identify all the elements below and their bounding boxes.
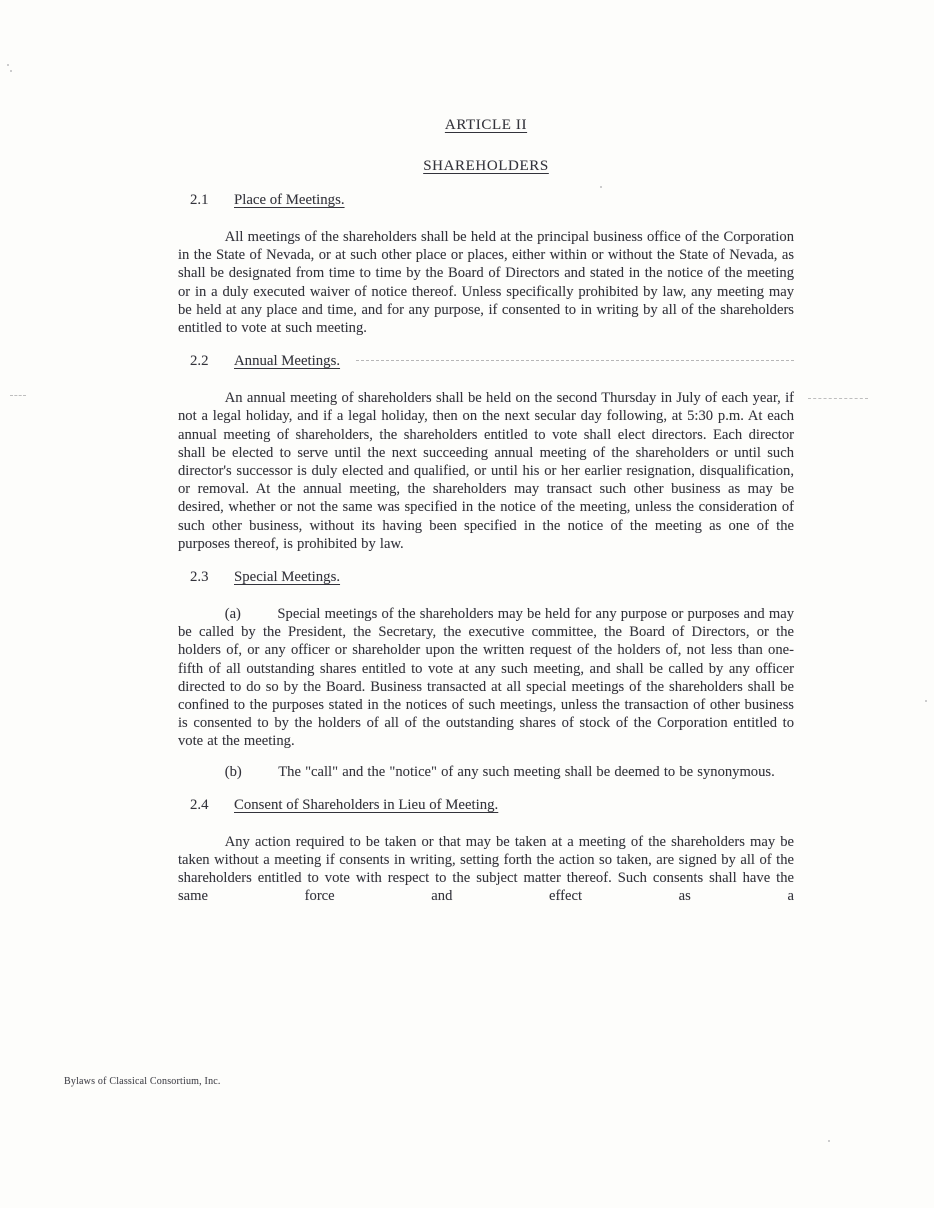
section-special-meetings (178, 568, 794, 781)
paragraph (178, 228, 794, 337)
footer-note: Bylaws of Classical Consortium, Inc. (64, 1076, 221, 1087)
scan-speck (10, 70, 12, 72)
scan-speck-dash (808, 398, 868, 399)
section-heading: Annual Meetings. (234, 353, 341, 370)
document-content (178, 116, 794, 918)
paragraph-label: (b) (224, 763, 242, 780)
section-heading-row (190, 568, 794, 587)
scan-speck-dash (10, 395, 26, 396)
paragraph-b (178, 763, 794, 781)
paragraph-text: All meetings of the shareholders shall be held at the principal business office of the Corporation in the State of Nevada, or at such other place or places, either within or without the State of Nevada, as shall be designated from time to time by the Board of Directors and stated in the notice of the meeting or in a duly executed waiver of notice thereof. Unless specifically prohibited by law, any meeting may be held at any place and time, and for any purpose, if consented to in writing by all of the shareholders entitled to vote at such meeting. (178, 229, 794, 337)
section-number: 2.1 (190, 192, 209, 208)
section-annual-meetings (178, 352, 794, 553)
article-subtitle: SHAREHOLDERS (423, 158, 549, 174)
section-number: 2.3 (190, 569, 209, 586)
section-heading: Place of Meetings. (234, 192, 345, 208)
paragraph (178, 833, 794, 906)
paragraph (178, 389, 794, 553)
section-consent-in-lieu (178, 796, 794, 906)
section-heading-row (190, 352, 794, 371)
section-heading-row (190, 796, 794, 815)
section-number: 2.2 (190, 353, 209, 370)
scan-speck (600, 186, 602, 188)
section-heading: Special Meetings. (234, 569, 341, 586)
section-number: 2.4 (190, 796, 209, 813)
paragraph-text: The "call" and the "notice" of any such meeting shall be deemed to be synonymous. (278, 763, 775, 780)
scan-speck (925, 700, 927, 702)
paragraph-label: (a) (224, 606, 241, 623)
scan-speck (7, 64, 9, 66)
paragraph-text: Special meetings of the shareholders may be held for any purpose or purposes and may be called by the President, the Secretary, the executive committee, the Board of Directors, or the holders of, or any officer or shareholder upon the written request of the holders of, not less than one-fifth of all outstanding shares entitled to vote at any such meeting, and shall be called by any officer directed to do so by the Board. Business transacted at all special meetings of the shareholders shall be confined to the purposes stated in the notices of such meetings, unless the transaction of other business is consented to by the holders of all of the outstanding shares of stock of the Corporation entitled to vote at the meeting. (178, 606, 794, 750)
paragraph-text: An annual meeting of shareholders shall be held on the second Thursday in July of each year, if not a legal holiday, and if a legal holiday, then on the next secular day following, at 5:30 p.m. At each annual meeting of shareholders, the shareholders entitled to vote shall elect directors. Each director shall be elected to serve until the next succeeding annual meeting of the shareholders or until such director's successor is duly elected and qualified, or until his or her earlier resignation, disqualification, or removal. At the annual meeting, the shareholders may transact such other business as may be desired, whether or not the same was specified in the notice of the meeting, unless the consideration of such other business, without its having been specified in the notice of the meeting as one of the purposes thereof, is prohibited by law. (178, 390, 794, 552)
paragraph-text: Any action required to be taken or that may be taken at a meeting of the shareholders may be taken without a meeting if consents in writing, setting forth the action so taken, are signed by all of the shareholders entitled to vote with respect to the subject matter thereof. Such consents shall have the same force and effect as a (178, 833, 794, 905)
section-heading: Consent of Shareholders in Lieu of Meeting. (234, 796, 499, 813)
paragraph-a (178, 605, 794, 751)
scan-artifact-dashes (356, 360, 794, 361)
section-place-of-meetings (178, 191, 794, 337)
article-title: ARTICLE II (444, 117, 528, 133)
scan-speck (828, 1140, 830, 1142)
section-heading-row (190, 191, 794, 210)
